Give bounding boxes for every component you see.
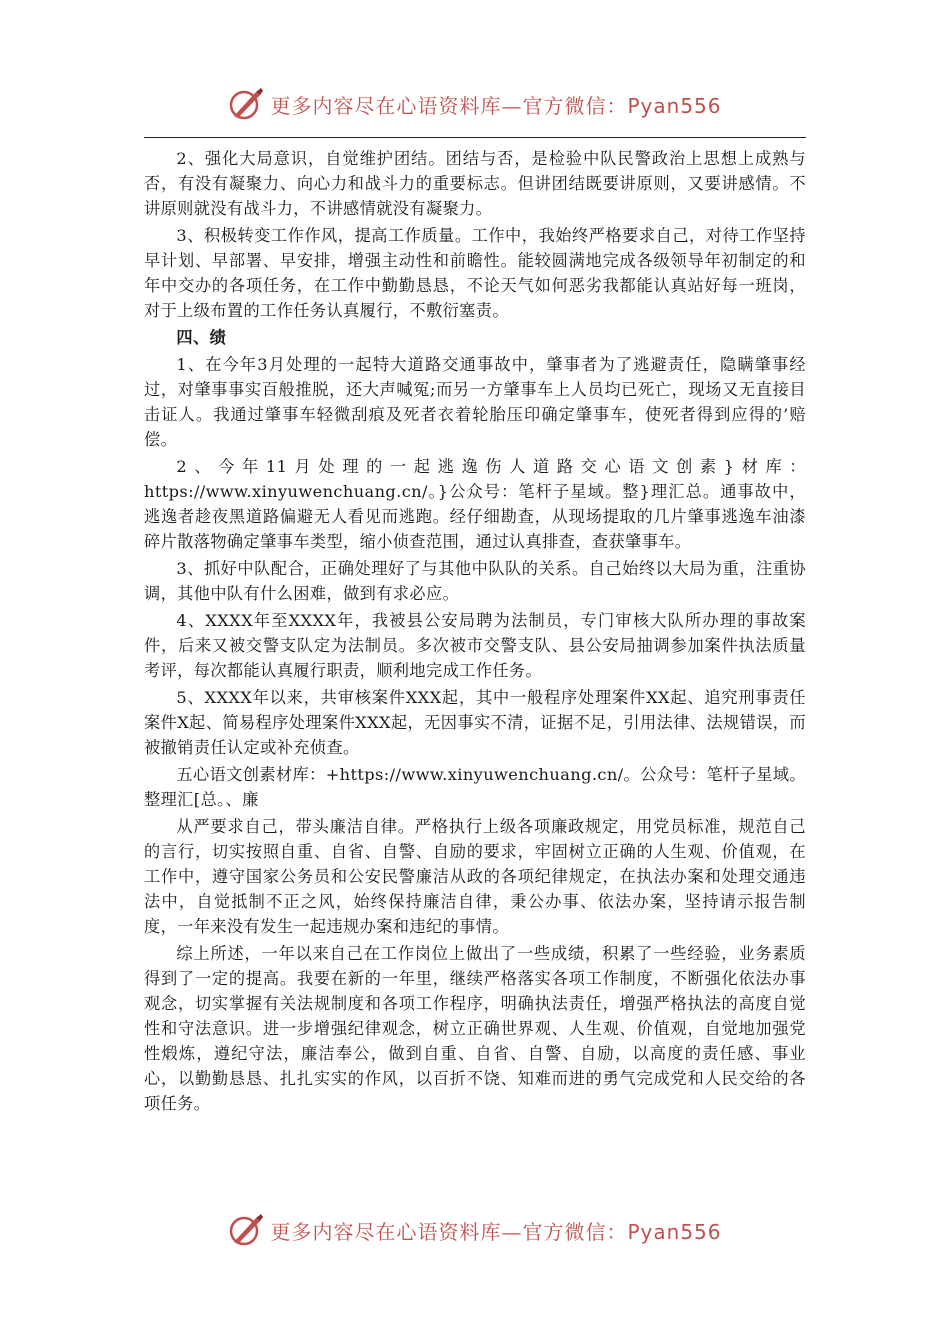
footer-wechat-id: Pyan556 [627,1219,722,1244]
document-body [144,146,806,1118]
footer-banner [0,1210,950,1250]
pen-logo-icon [228,1212,264,1248]
header-banner-text [270,90,721,119]
header-rule [144,137,806,138]
paragraph-achievement-4: 4、XXXX年至XXXX年，我被县公安局聘为法制员，专门审核大队所办理的事故案件，后来又被交警支队定为法制员。多次被市交警支队、县公安局抽调参加案件执法质量考评，每次都能认真履行职责，顺利地完成工作任务。 [144,611,806,680]
footer-banner-text [270,1216,721,1245]
section-heading-integrity: 五心语文创素材库：+https://www.xinyuwenchuang.cn/。公众号：笔杆子星域。整理汇[总。、廉 [144,765,806,809]
pen-logo-icon [228,86,264,122]
paragraph-achievement-2: 2、今年11月处理的一起逃逸伤人道路交心语文创素}材库：https://www.xinyuwenchuang.cn/。}公众号：笔杆子星域。整}理汇总。通事故中，逃逸者趁夜黑道路偏避无人看见而逃跑。经仔细勘查，从现场提取的几片肇事逃逸车油漆碎片散落物确定肇事车类型，缩小侦查范围，通过认真排查，查获肇事车。 [144,457,806,551]
paragraph-integrity: 从严要求自己，带头廉洁自律。严格执行上级各项廉政规定，用党员标准，规范自己的言行，切实按照自重、自省、自警、自励的要求，牢固树立正确的人生观、价值观，在工作中，遵守国家公务员和公安民警廉洁从政的各项纪律规定，在执法办案和处理交通违法中，自觉抵制不正之风，始终保持廉洁自律，秉公办事、依法办案，坚持请示报告制度，一年来没有发生一起违规办案和违纪的事情。 [144,817,806,936]
header-wechat-id: Pyan556 [627,93,722,118]
paragraph-achievement-1: 1、在今年3月处理的一起特大道路交通事故中，肇事者为了逃避责任，隐瞒肇事经过，对肇事事实百般推脱，还大声喊冤;而另一方肇事车上人员均已死亡，现场又无直接目击证人。我通过肇事车轻微刮痕及死者衣着轮胎压印确定肇事车，使死者得到应得的’赔偿。 [144,355,806,449]
paragraph-unity: 2、强化大局意识，自觉维护团结。团结与否，是检验中队民警政治上思想上成熟与否，有没有凝聚力、向心力和战斗力的重要标志。但讲团结既要讲原则，又要讲感情。不讲原则就没有战斗力，不讲感情就没有凝聚力。 [144,149,806,218]
paragraph-summary: 综上所述，一年以来自己在工作岗位上做出了一些成绩，积累了一些经验，业务素质得到了一定的提高。我要在新的一年里，继续严格落实各项工作制度，不断强化依法办事观念，切实掌握有关法规制度和各项工作程序，明确执法责任，增强严格执法的高度自觉性和守法意识。进一步增强纪律观念，树立正确世界观、人生观、价值观，自觉地加强党性煅炼，遵纪守法，廉洁奉公，做到自重、自省、自警、自励，以高度的责任感、事业心，以勤勤恳恳、扎扎实实的作风，以百折不饶、知难而进的勇气完成党和人民交给的各项任务。 [144,944,806,1113]
paragraph-work-style: 3、积极转变工作作风，提高工作质量。工作中，我始终严格要求自己，对待工作坚持早计划、早部署、早安排，增强主动性和前瞻性。能较圆满地完成各级领导年初制定的和年中交办的各项任务，在工作中勤勤恳恳，不论天气如何恶劣我都能认真站好每一班岗，对于上级布置的工作任务认真履行，不敷衍塞责。 [144,226,806,320]
header-banner [0,84,950,124]
section-heading-achievements: 四、绩 [176,328,227,347]
header-banner-main: 更多内容尽在心语资料库—官方微信： [270,93,628,118]
paragraph-achievement-3: 3、抓好中队配合，正确处理好了与其他中队队的关系。自己始终以大局为重，注重协调，其他中队有什么困难，做到有求必应。 [144,559,806,603]
paragraph-achievement-5: 5、XXXX年以来，共审核案件XXX起，其中一般程序处理案件XX起、追究刑事责任案件X起、简易程序处理案件XXX起，无因事实不清，证据不足，引用法律、法规错误，而被撤销责任认定或补充侦查。 [144,688,806,757]
footer-banner-main: 更多内容尽在心语资料库—官方微信： [270,1219,628,1244]
